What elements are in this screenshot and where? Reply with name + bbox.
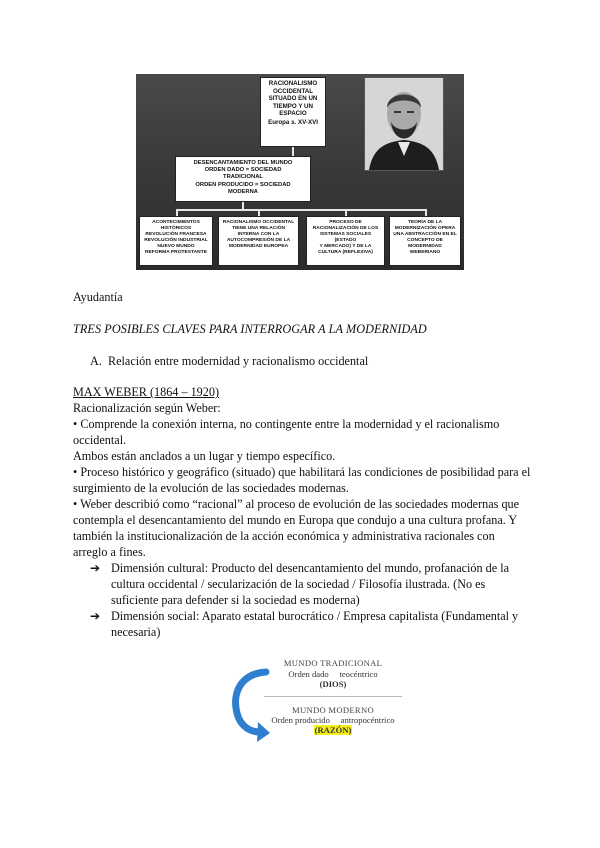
traditional-order: Orden dado teocéntrico — [288, 669, 378, 679]
bullet-line: • Proceso histórico y geográfico (situado) que habilitará las condiciones de posibilidad para el — [73, 465, 531, 479]
bottom-box-line: REVOLUCIÓN FRANCESA — [145, 231, 207, 237]
diagram-mid-box — [175, 156, 311, 202]
bottom-box-line: RACIONALIZACIÓN DE LOS — [312, 225, 379, 231]
main-box-era: Europa s. XV-XVI — [268, 118, 318, 126]
main-box-line: OCCIDENTAL — [272, 87, 314, 95]
bottom-box-line: UNA ABSTRACCIÓN EN EL — [393, 231, 457, 237]
divider — [264, 696, 402, 697]
bottom-box-line: INTERNA CON LA — [237, 231, 280, 237]
modern-key: (RAZÓN) — [314, 725, 352, 735]
arrow-item-line: cultura occidental / secularización de la sociedad / Filosofía ilustrada. (No es — [111, 577, 486, 591]
diagram-bottom-box-rationalization-process — [306, 216, 385, 266]
section-a-marker: A. — [90, 354, 102, 368]
bottom-box-line: AUTOCOMPRESIÓN DE LA — [226, 237, 291, 243]
mid-box-line: ORDEN DADO = SOCIEDAD — [204, 167, 282, 174]
main-box-line: TIEMPO Y UN — [273, 102, 313, 110]
bottom-box-line: CONCEPTO DE MODERNIDAD — [407, 237, 443, 249]
subheading: Racionalización según Weber: — [73, 401, 221, 415]
bottom-box-line: REVOLUCIÓN INDUSTRIAL — [144, 237, 208, 243]
main-box-line: SITUADO EN UN — [268, 95, 318, 103]
section-a-title: Relación entre modernidad y racionalismo occidental — [108, 354, 369, 368]
bullet-line: • Weber describió como “racional” al proceso de evolución de las sociedades modernas que — [73, 497, 520, 511]
bullet-line: también la institucionalización de la acción económica y administrativa racionales con — [73, 529, 495, 543]
bottom-box-line: NUEVO MUNDO — [157, 243, 195, 249]
bottom-box-line: HISTÓRICOS — [160, 225, 192, 231]
bottom-box-line: MODERNIDAD EUROPEA — [228, 243, 289, 249]
mid-box-line: TRADICIONAL — [223, 174, 263, 181]
anchored-line: Ambos están anclados a un lugar y tiempo específico. — [73, 449, 336, 463]
heading-ayudantia: Ayudantía — [73, 290, 123, 304]
bottom-box-line: SISTEMAS SOCIALES (ESTADO — [319, 231, 372, 243]
bottom-box-line: WEBERIANO — [409, 249, 441, 255]
bottom-box-line: CULTURA (REFLEXIVA) — [318, 249, 373, 255]
traditional-key: (DIOS) — [319, 679, 347, 689]
traditional-world-title: MUNDO TRADICIONAL — [283, 658, 383, 668]
bottom-box-line: TIENE UNA RELACIÓN — [231, 225, 286, 231]
bottom-box-line: TEORÍA DE LA — [407, 220, 443, 225]
diagram-bottom-box-historical-events — [139, 216, 213, 266]
arrow-item-line: Dimensión cultural: Producto del desencantamiento del mundo, profanación de la — [111, 561, 510, 575]
mid-box-line: MODERNA — [228, 188, 258, 195]
modern-key-wrapper — [262, 726, 404, 736]
bottom-box-line: ACONTECIMIENTOS — [152, 220, 200, 225]
diagram-bottom-box-occidental-rationalism — [218, 216, 299, 266]
traditional-to-modern-diagram — [232, 656, 404, 746]
bullet-weber-rational — [73, 496, 519, 560]
bullet-line: occidental. — [73, 433, 127, 447]
connector-line — [242, 202, 244, 209]
weber-concept-diagram — [136, 74, 464, 270]
mid-box-line: DESENCANTAMIENTO DEL MUNDO — [193, 160, 293, 166]
main-box-line: ESPACIO — [279, 110, 307, 118]
diagram-bottom-box-modernization-theory — [389, 216, 461, 266]
bullet-line: arreglo a fines. — [73, 545, 146, 559]
modern-order: Orden producido antropocéntrico — [271, 715, 395, 725]
bottom-box-line: Y MERCADO) Y DE LA — [319, 243, 372, 249]
bullet-line: contempla el desencantamiento del mundo en Europa que condujo a una cultura profana. Y — [73, 513, 518, 527]
mid-box-line: ORDEN PRODUCIDO = SOCIEDAD — [195, 181, 291, 188]
arrow-item-line: necesaria) — [111, 625, 161, 639]
modern-world-title: MUNDO MODERNO — [292, 705, 374, 715]
arrow-bullet-icon: ➔ — [90, 561, 101, 575]
bullet-historical-process — [73, 464, 530, 496]
main-box-line: RACIONALISMO — [268, 80, 318, 87]
bottom-box-line: REFORMA PROTESTANTE — [145, 249, 207, 255]
diagram-main-box — [260, 77, 326, 147]
max-weber-portrait — [364, 77, 444, 171]
bullet-internal-connection — [73, 416, 499, 448]
connector-line — [176, 209, 426, 211]
bottom-box-line: PROCESO DE — [329, 220, 362, 225]
bottom-box-line: RACIONALISMO OCCIDENTAL — [222, 220, 295, 225]
bullet-line: surgimiento de la evolución de las sociedades modernas. — [73, 481, 349, 495]
portrait-illustration — [365, 78, 443, 170]
arrow-item-line: suficiente para defender si la sociedad es moderna) — [111, 593, 360, 607]
main-title: TRES POSIBLES CLAVES PARA INTERROGAR A LA MODERNIDAD — [73, 322, 427, 336]
arrow-bullet-icon: ➔ — [90, 609, 101, 623]
bottom-box-line: MODERNIZACIÓN OPERA — [394, 225, 456, 231]
arrow-item-line: Dimensión social: Aparato estatal burocrático / Empresa capitalista (Fundamental y — [111, 609, 519, 623]
bullet-line: • Comprende la conexión interna, no contingente entre la modernidad y el racionalismo — [73, 417, 500, 431]
author-heading: MAX WEBER (1864 – 1920) — [73, 385, 220, 399]
